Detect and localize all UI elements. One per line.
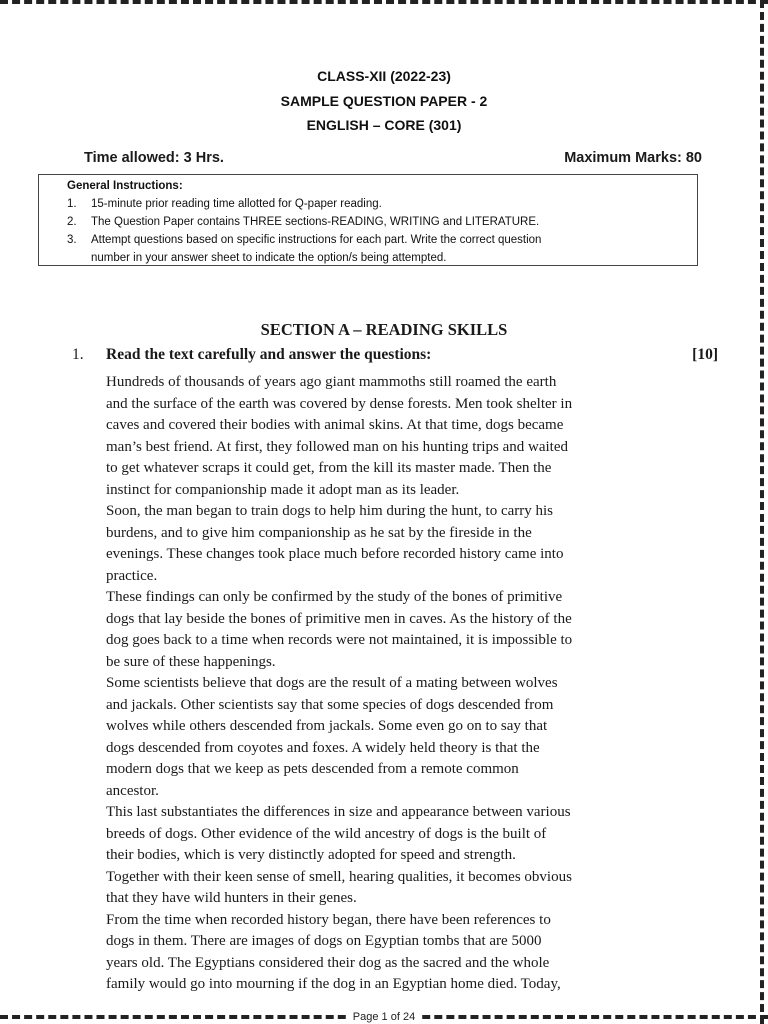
instruction-text: The Question Paper contains THREE sections-READING, WRITING and LITERATURE. <box>91 216 540 228</box>
instruction-number: 1. <box>67 198 77 210</box>
passage-line: From the time when recorded history began, there have been references to <box>106 911 551 928</box>
passage-line: and the surface of the earth was covered by dense forests. Men took shelter in <box>106 395 573 412</box>
passage-line: their bodies, which is very distinctly adopted for speed and strength. <box>106 847 516 863</box>
class-line: CLASS-XII (2022-23) <box>317 68 451 84</box>
question-text: Read the text carefully and answer the questions: <box>106 346 432 363</box>
instruction-item <box>67 213 697 231</box>
passage-line: evenings. These changes took place much before recorded history came into <box>106 546 564 562</box>
maximum-marks: Maximum Marks: 80 <box>564 150 702 166</box>
page-number-text: Page 1 of 24 <box>349 1011 419 1023</box>
instruction-text: number in your answer sheet to indicate the option/s being attempted. <box>91 252 447 264</box>
reading-passage <box>106 372 686 996</box>
passage-line: These findings can only be confirmed by the study of the bones of primitive <box>106 589 563 605</box>
instruction-item-continued <box>91 249 697 267</box>
passage-line: Some scientists believe that dogs are the result of a mating between wolves <box>106 675 558 691</box>
passage-line: family would go into mourning if the dog in an Egyptian home died. Today, <box>106 976 561 992</box>
passage-line: instinct for companionship made it adopt man as its leader. <box>106 481 460 498</box>
passage-line: be sure of these happenings. <box>106 653 276 670</box>
passage-line: that they have wild hunters in their genes. <box>106 890 357 906</box>
passage-line: This last substantiates the differences in size and appearance between various <box>106 804 571 820</box>
page-top-border <box>0 0 768 4</box>
instructions-title: General Instructions: <box>67 180 183 192</box>
passage-line: practice. <box>106 567 158 584</box>
general-instructions-box <box>38 174 698 266</box>
passage-line: dogs in them. There are images of dogs on Egyptian tombs that are 5000 <box>106 933 542 949</box>
passage-line: and jackals. Other scientists say that some species of dogs descended from <box>106 696 554 713</box>
page-right-border <box>760 0 764 1024</box>
passage-line: dogs that lay beside the bones of primitive men in caves. As the history of the <box>106 610 572 627</box>
passage-line: ancestor. <box>106 782 159 799</box>
passage-line: burdens, and to give him companionship as he sat by the fireside in the <box>106 524 532 541</box>
instruction-number: 3. <box>67 234 77 246</box>
passage-line: Soon, the man began to train dogs to help him during the hunt, to carry his <box>106 503 554 519</box>
instruction-item <box>67 195 697 213</box>
passage-line: wolves while others descended from jackals. Some even go on to say that <box>106 718 548 734</box>
passage-line: Together with their keen sense of smell, hearing qualities, it becomes obvious <box>106 868 572 885</box>
passage-line: Hundreds of thousands of years ago giant mammoths still roamed the earth <box>106 374 557 390</box>
paper-header <box>0 64 768 138</box>
question-number: 1. <box>72 346 84 363</box>
instruction-text: 15-minute prior reading time allotted for Q-paper reading. <box>91 198 382 210</box>
passage-line: dog goes back to a time when records were not maintained, it is impossible to <box>106 632 573 648</box>
passage-line: caves and covered their bodies with animal skins. At that time, dogs became <box>106 417 564 433</box>
instruction-text: Attempt questions based on specific instructions for each part. Write the correct question <box>91 234 542 246</box>
passage-line: breeds of dogs. Other evidence of the wild ancestry of dogs is the built of <box>106 825 547 842</box>
passage-line: modern dogs that we keep as pets descended from a remote common <box>106 761 519 777</box>
section-title: SECTION A – READING SKILLS <box>260 320 508 339</box>
passage-line: dogs descended from coyotes and foxes. A widely held theory is that the <box>106 739 540 756</box>
passage-line: to get whatever scraps it could get, from the kill its master made. Then the <box>106 460 552 476</box>
time-allowed: Time allowed: 3 Hrs. <box>84 150 224 166</box>
subject-line: ENGLISH – CORE (301) <box>306 117 462 133</box>
passage-line: years old. The Egyptians considered their dog as the sacred and the whole <box>106 954 550 971</box>
instruction-item <box>67 231 697 249</box>
paper-line: SAMPLE QUESTION PAPER - 2 <box>280 92 488 109</box>
instructions-list <box>67 195 697 267</box>
question-marks: [10] <box>692 346 718 363</box>
page-number <box>0 1011 768 1024</box>
instruction-number: 2. <box>67 216 77 228</box>
passage-line: man’s best friend. At first, they followed man on his hunting trips and waited <box>106 438 569 455</box>
